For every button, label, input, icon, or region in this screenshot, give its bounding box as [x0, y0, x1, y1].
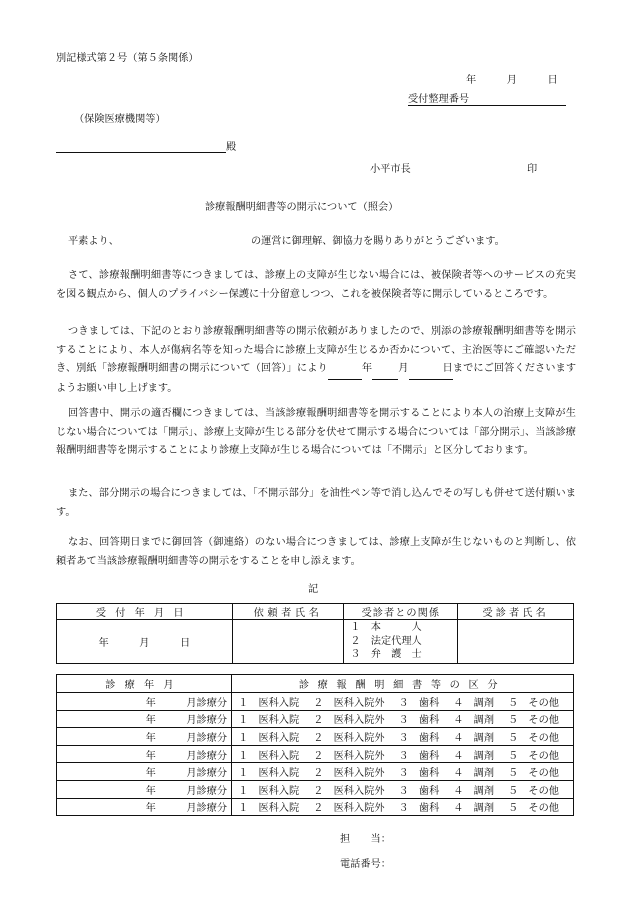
- header-patient-name: 受診者氏名: [458, 604, 574, 620]
- sender-name: 小平市長: [370, 164, 411, 175]
- statement-option[interactable]: ２ 医科入院外: [313, 715, 385, 727]
- treatment-month-cell[interactable]: 年 月診療分: [57, 798, 232, 816]
- statement-option[interactable]: ３ 歯科: [398, 785, 440, 797]
- p3-text: つきましては、下記のとおり診療報酬明細書等の開示依頼がありましたので、別添の診療報酬明細書等を開示することにより、本人が傷病名等を知った場合に診療上支障が生じるか否かについて、主治医等にご確認いただき、別紙「診療報酬明細書の開示について（回答）」により: [56, 326, 576, 374]
- statement-option[interactable]: ３ 歯科: [398, 732, 440, 744]
- statement-type-cell[interactable]: [232, 693, 574, 711]
- reply-year-blank[interactable]: [328, 367, 362, 380]
- request-table-header: [57, 604, 574, 620]
- statement-option[interactable]: ３ 歯科: [398, 697, 440, 709]
- header-relationship: 受診者との関係: [344, 604, 458, 620]
- statement-option[interactable]: ４ 調剤: [453, 768, 495, 780]
- statement-option[interactable]: ２ 医科入院外: [313, 697, 385, 709]
- reception-date-cell[interactable]: 年 月 日: [57, 620, 233, 664]
- statement-rows: [57, 693, 574, 816]
- reception-number-label: 受付整理番号: [408, 94, 470, 105]
- paragraph-2: さて、診療報酬明細書等につきましては、診療上の支障が生じない場合には、被保険者等へのサービスの充実を図る観点から、個人のプライバシー保護に十分留意しつつ、これを被保険者等に開示しているところです。: [56, 270, 576, 300]
- statement-option[interactable]: １ 医科入院: [238, 715, 300, 727]
- honorific: 殿: [226, 142, 237, 153]
- statement-option[interactable]: ５ その他: [508, 785, 559, 797]
- statement-type-cell[interactable]: [232, 763, 574, 781]
- paragraph-1: [56, 233, 576, 252]
- request-table: [56, 603, 574, 664]
- statement-type-cell[interactable]: [232, 745, 574, 763]
- paragraph-3: [56, 323, 576, 398]
- statement-row: [57, 745, 574, 763]
- requester-name-cell[interactable]: [232, 620, 344, 664]
- statement-option[interactable]: ３ 歯科: [398, 715, 440, 727]
- p1-end: の運営に御理解、御協力を賜りありがとうございます。: [250, 236, 505, 247]
- treatment-month-cell[interactable]: 年 月診療分: [57, 728, 232, 746]
- relationship-cell[interactable]: [344, 620, 458, 664]
- patient-name-cell[interactable]: [458, 620, 574, 664]
- statement-option[interactable]: １ 医科入院: [238, 732, 300, 744]
- statement-type-cell[interactable]: [232, 798, 574, 816]
- p3-end: までにご回答くださいますようお願い申し上げます。: [56, 363, 577, 394]
- recipient-name-field[interactable]: [56, 139, 226, 153]
- relation-lawyer: ３ 弁 護 士: [350, 649, 422, 661]
- statement-option[interactable]: ４ 調剤: [453, 697, 495, 709]
- statement-option[interactable]: ２ 医科入院外: [313, 803, 385, 815]
- p1-start: 平素より、: [68, 236, 119, 247]
- statement-option[interactable]: ４ 調剤: [453, 785, 495, 797]
- statement-option[interactable]: １ 医科入院: [238, 697, 300, 709]
- paragraph-5: また、部分開示の場合につきましては、「不開示部分」を油性ペン等で消し込んでその写しも併せて送付願います。: [56, 488, 576, 518]
- form-label: 別記様式第２号（第５条関係）: [56, 53, 199, 64]
- statement-option[interactable]: ４ 調剤: [453, 750, 495, 762]
- statement-option[interactable]: ３ 歯科: [398, 768, 440, 780]
- statement-row: [57, 710, 574, 728]
- statement-option[interactable]: ３ 歯科: [398, 750, 440, 762]
- recipient-line: [56, 138, 236, 153]
- header-requester-name: 依頼者氏名: [232, 604, 344, 620]
- statement-option[interactable]: ５ その他: [508, 803, 559, 815]
- reception-number: [408, 90, 566, 106]
- paragraph-4: 回答書中、開示の適否欄につきましては、当該診療報酬明細書等を開示することにより本人の治療上支障が生じない場合については「開示」、診療上支障が生じる部分を伏せて開示する場合については「部分開示」、当該診療報酬明細書等を開示することにより診療上支障が生じる場合については「不開示」と区分しております。: [56, 408, 576, 456]
- statement-option[interactable]: ４ 調剤: [453, 715, 495, 727]
- statement-option[interactable]: ３ 歯科: [398, 803, 440, 815]
- statement-option[interactable]: １ 医科入院: [238, 750, 300, 762]
- statement-option[interactable]: ５ その他: [508, 750, 559, 762]
- header-treatment-month: 診療年月: [57, 675, 232, 693]
- phone-label: 電話番号：: [340, 859, 391, 870]
- statement-row: [57, 780, 574, 798]
- institution-label: （保険医療機関等）: [74, 114, 166, 125]
- treatment-month-cell[interactable]: 年 月診療分: [57, 710, 232, 728]
- statement-row: [57, 693, 574, 711]
- statement-option[interactable]: ２ 医科入院外: [313, 785, 385, 797]
- header-reception-date: 受付年月日: [57, 604, 233, 620]
- statement-row: [57, 763, 574, 781]
- statement-type-cell[interactable]: [232, 780, 574, 798]
- reply-day-blank[interactable]: [409, 367, 431, 380]
- paragraph-6: なお、回答期日までに御回答（御連絡）のない場合につきましては、診療上支障が生じないものと判断し、依頼者あて当該診療報酬明細書等の開示をすることを申し添えます。: [56, 537, 576, 567]
- statement-option[interactable]: １ 医科入院: [238, 768, 300, 780]
- statement-option[interactable]: ５ その他: [508, 768, 559, 780]
- reply-day-label: 日: [431, 360, 453, 380]
- statement-row: [57, 728, 574, 746]
- statement-option[interactable]: ５ その他: [508, 715, 559, 727]
- relation-self: １ 本 人: [350, 622, 422, 634]
- treatment-month-cell[interactable]: 年 月診療分: [57, 745, 232, 763]
- statement-table: [56, 674, 574, 816]
- relation-legal-rep: ２ 法定代理人: [350, 635, 422, 647]
- document-title: 診療報酬明細書等の開示について（照会）: [205, 202, 399, 213]
- reply-month-label: 月: [398, 363, 409, 374]
- contact-label: 担 当：: [340, 834, 391, 845]
- treatment-month-cell[interactable]: 年 月診療分: [57, 763, 232, 781]
- statement-option[interactable]: ２ 医科入院外: [313, 750, 385, 762]
- seal-mark: 印: [527, 164, 538, 175]
- statement-row: [57, 798, 574, 816]
- header-statement-type: 診療報酬明細書等の区分: [232, 675, 574, 693]
- reception-number-field[interactable]: [408, 90, 566, 106]
- statement-type-cell[interactable]: [232, 710, 574, 728]
- statement-option[interactable]: ４ 調剤: [453, 732, 495, 744]
- statement-option[interactable]: １ 医科入院: [238, 785, 300, 797]
- reply-month-blank[interactable]: [372, 367, 398, 380]
- statement-option[interactable]: ２ 医科入院外: [313, 732, 385, 744]
- statement-table-header: [57, 675, 574, 693]
- statement-option[interactable]: ４ 調剤: [453, 803, 495, 815]
- treatment-month-cell[interactable]: 年 月診療分: [57, 693, 232, 711]
- date-line: 年 月 日: [466, 75, 558, 86]
- statement-option[interactable]: ５ その他: [508, 697, 559, 709]
- treatment-month-cell[interactable]: 年 月診療分: [57, 780, 232, 798]
- statement-option[interactable]: ２ 医科入院外: [313, 768, 385, 780]
- statement-type-cell[interactable]: [232, 728, 574, 746]
- request-table-row: [57, 620, 574, 664]
- ki-heading: 記: [308, 584, 319, 595]
- statement-option[interactable]: ５ その他: [508, 732, 559, 744]
- reply-year-label: 年: [361, 363, 373, 374]
- statement-option[interactable]: １ 医科入院: [238, 803, 300, 815]
